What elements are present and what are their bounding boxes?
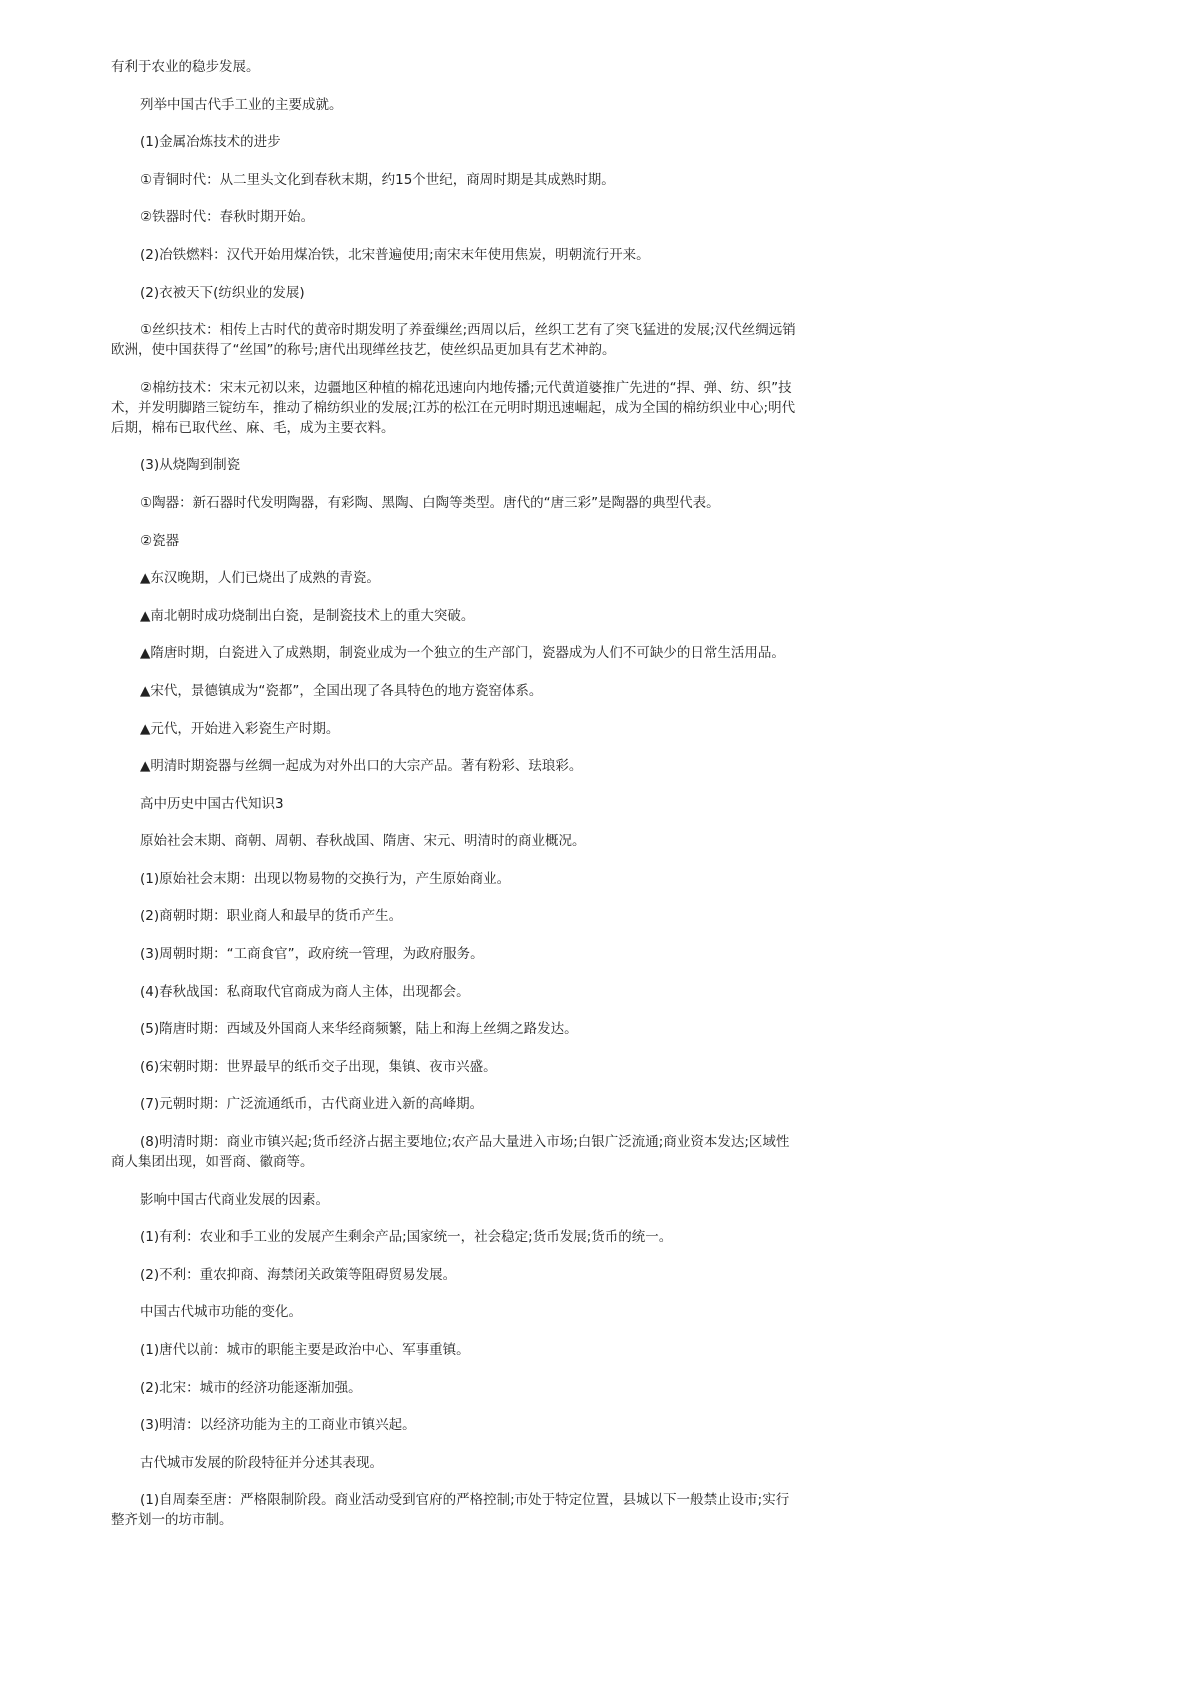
paragraph: (6)宋朝时期：世界最早的纸币交子出现，集镇、夜市兴盛。 xyxy=(140,1058,497,1075)
paragraph: 高中历史中国古代知识3 xyxy=(140,795,284,812)
paragraph: ①陶器：新石器时代发明陶器，有彩陶、黑陶、白陶等类型。唐代的“唐三彩”是陶器的典型代表。 xyxy=(140,494,720,511)
paragraph: 原始社会末期、商朝、周朝、春秋战国、隋唐、宋元、明清时的商业概况。 xyxy=(140,833,586,850)
paragraph: ②棉纺技术：宋末元初以来，边疆地区种植的棉花迅速向内地传播;元代黄道婆推广先进的“捍、弹、纺、织”技术，并发明脚踏三锭纺车，推动了棉纺织业的发展;江苏的松江在元明时期迅速崛起，成为全国的棉纺织业中心;明代后期，棉布已取代丝、麻、毛，成为主要衣料。 xyxy=(111,379,796,436)
paragraph: (2)不利：重农抑商、海禁闭关政策等阻碍贸易发展。 xyxy=(140,1266,457,1283)
paragraph: ①丝织技术：相传上古时代的黄帝时期发明了养蚕缫丝;西周以后，丝织工艺有了突飞猛进的发展;汉代丝绸远销欧洲，使中国获得了“丝国”的称号;唐代出现缂丝技艺，使丝织品更加具有艺术神韵。 xyxy=(111,322,796,359)
paragraph: (5)隋唐时期：西域及外国商人来华经商频繁，陆上和海上丝绸之路发达。 xyxy=(140,1021,578,1038)
paragraph: ①青铜时代：从二里头文化到春秋末期，约15个世纪，商周时期是其成熟时期。 xyxy=(140,171,615,188)
paragraph: ▲南北朝时成功烧制出白瓷，是制瓷技术上的重大突破。 xyxy=(140,607,475,624)
paragraph: ②瓷器 xyxy=(140,532,180,549)
paragraph: ▲宋代，景德镇成为“瓷都”，全国出现了各具特色的地方瓷窑体系。 xyxy=(140,682,543,699)
paragraph: (4)春秋战国：私商取代官商成为商人主体，出现都会。 xyxy=(140,983,470,1000)
paragraph: ②铁器时代：春秋时期开始。 xyxy=(140,209,315,226)
paragraph: (3)周朝时期：“工商食官”，政府统一管理，为政府服务。 xyxy=(140,946,484,963)
paragraph: 影响中国古代商业发展的因素。 xyxy=(140,1191,329,1208)
paragraph: (1)原始社会末期：出现以物易物的交换行为，产生原始商业。 xyxy=(140,870,511,887)
paragraph: (2)冶铁燃料：汉代开始用煤冶铁，北宋普遍使用;南宋末年使用焦炭，明朝流行开来。 xyxy=(140,246,650,263)
paragraph: (3)从烧陶到制瓷 xyxy=(140,457,241,474)
paragraph: (1)唐代以前：城市的职能主要是政治中心、军事重镇。 xyxy=(140,1342,470,1358)
paragraph: (7)元朝时期：广泛流通纸币，古代商业进入新的高峰期。 xyxy=(140,1096,484,1113)
paragraph: 有利于农业的稳步发展。 xyxy=(111,59,260,75)
paragraph: (2)北宋：城市的经济功能逐渐加强。 xyxy=(140,1379,362,1396)
document-page xyxy=(111,57,801,1548)
paragraph: (3)明清：以经济功能为主的工商业市镇兴起。 xyxy=(140,1417,416,1434)
paragraph: 古代城市发展的阶段特征并分述其表现。 xyxy=(140,1454,383,1471)
paragraph: ▲隋唐时期，白瓷进入了成熟期，制瓷业成为一个独立的生产部门，瓷器成为人们不可缺少的日常生活用品。 xyxy=(140,645,785,662)
paragraph: 列举中国古代手工业的主要成就。 xyxy=(140,96,343,113)
paragraph: (8)明清时期：商业市镇兴起;货币经济占据主要地位;农产品大量进入市场;白银广泛流通;商业资本发达;区域性商人集团出现，如晋商、徽商等。 xyxy=(111,1134,790,1171)
paragraph: ▲明清时期瓷器与丝绸一起成为对外出口的大宗产品。著有粉彩、珐琅彩。 xyxy=(140,758,583,775)
paragraph: ▲元代，开始进入彩瓷生产时期。 xyxy=(140,720,340,737)
paragraph: (2)衣被天下(纺织业的发展) xyxy=(140,284,305,301)
paragraph: (2)商朝时期：职业商人和最早的货币产生。 xyxy=(140,908,403,925)
paragraph: (1)自周秦至唐：严格限制阶段。商业活动受到官府的严格控制;市处于特定位置，县城以下一般禁止设市;实行整齐划一的坊市制。 xyxy=(111,1492,790,1529)
paragraph: (1)有利：农业和手工业的发展产生剩余产品;国家统一，社会稳定;货币发展;货币的统一。 xyxy=(140,1229,673,1246)
paragraph: 中国古代城市功能的变化。 xyxy=(140,1304,302,1321)
paragraph: ▲东汉晚期，人们已烧出了成熟的青瓷。 xyxy=(140,570,380,587)
paragraph: (1)金属冶炼技术的进步 xyxy=(140,134,281,151)
